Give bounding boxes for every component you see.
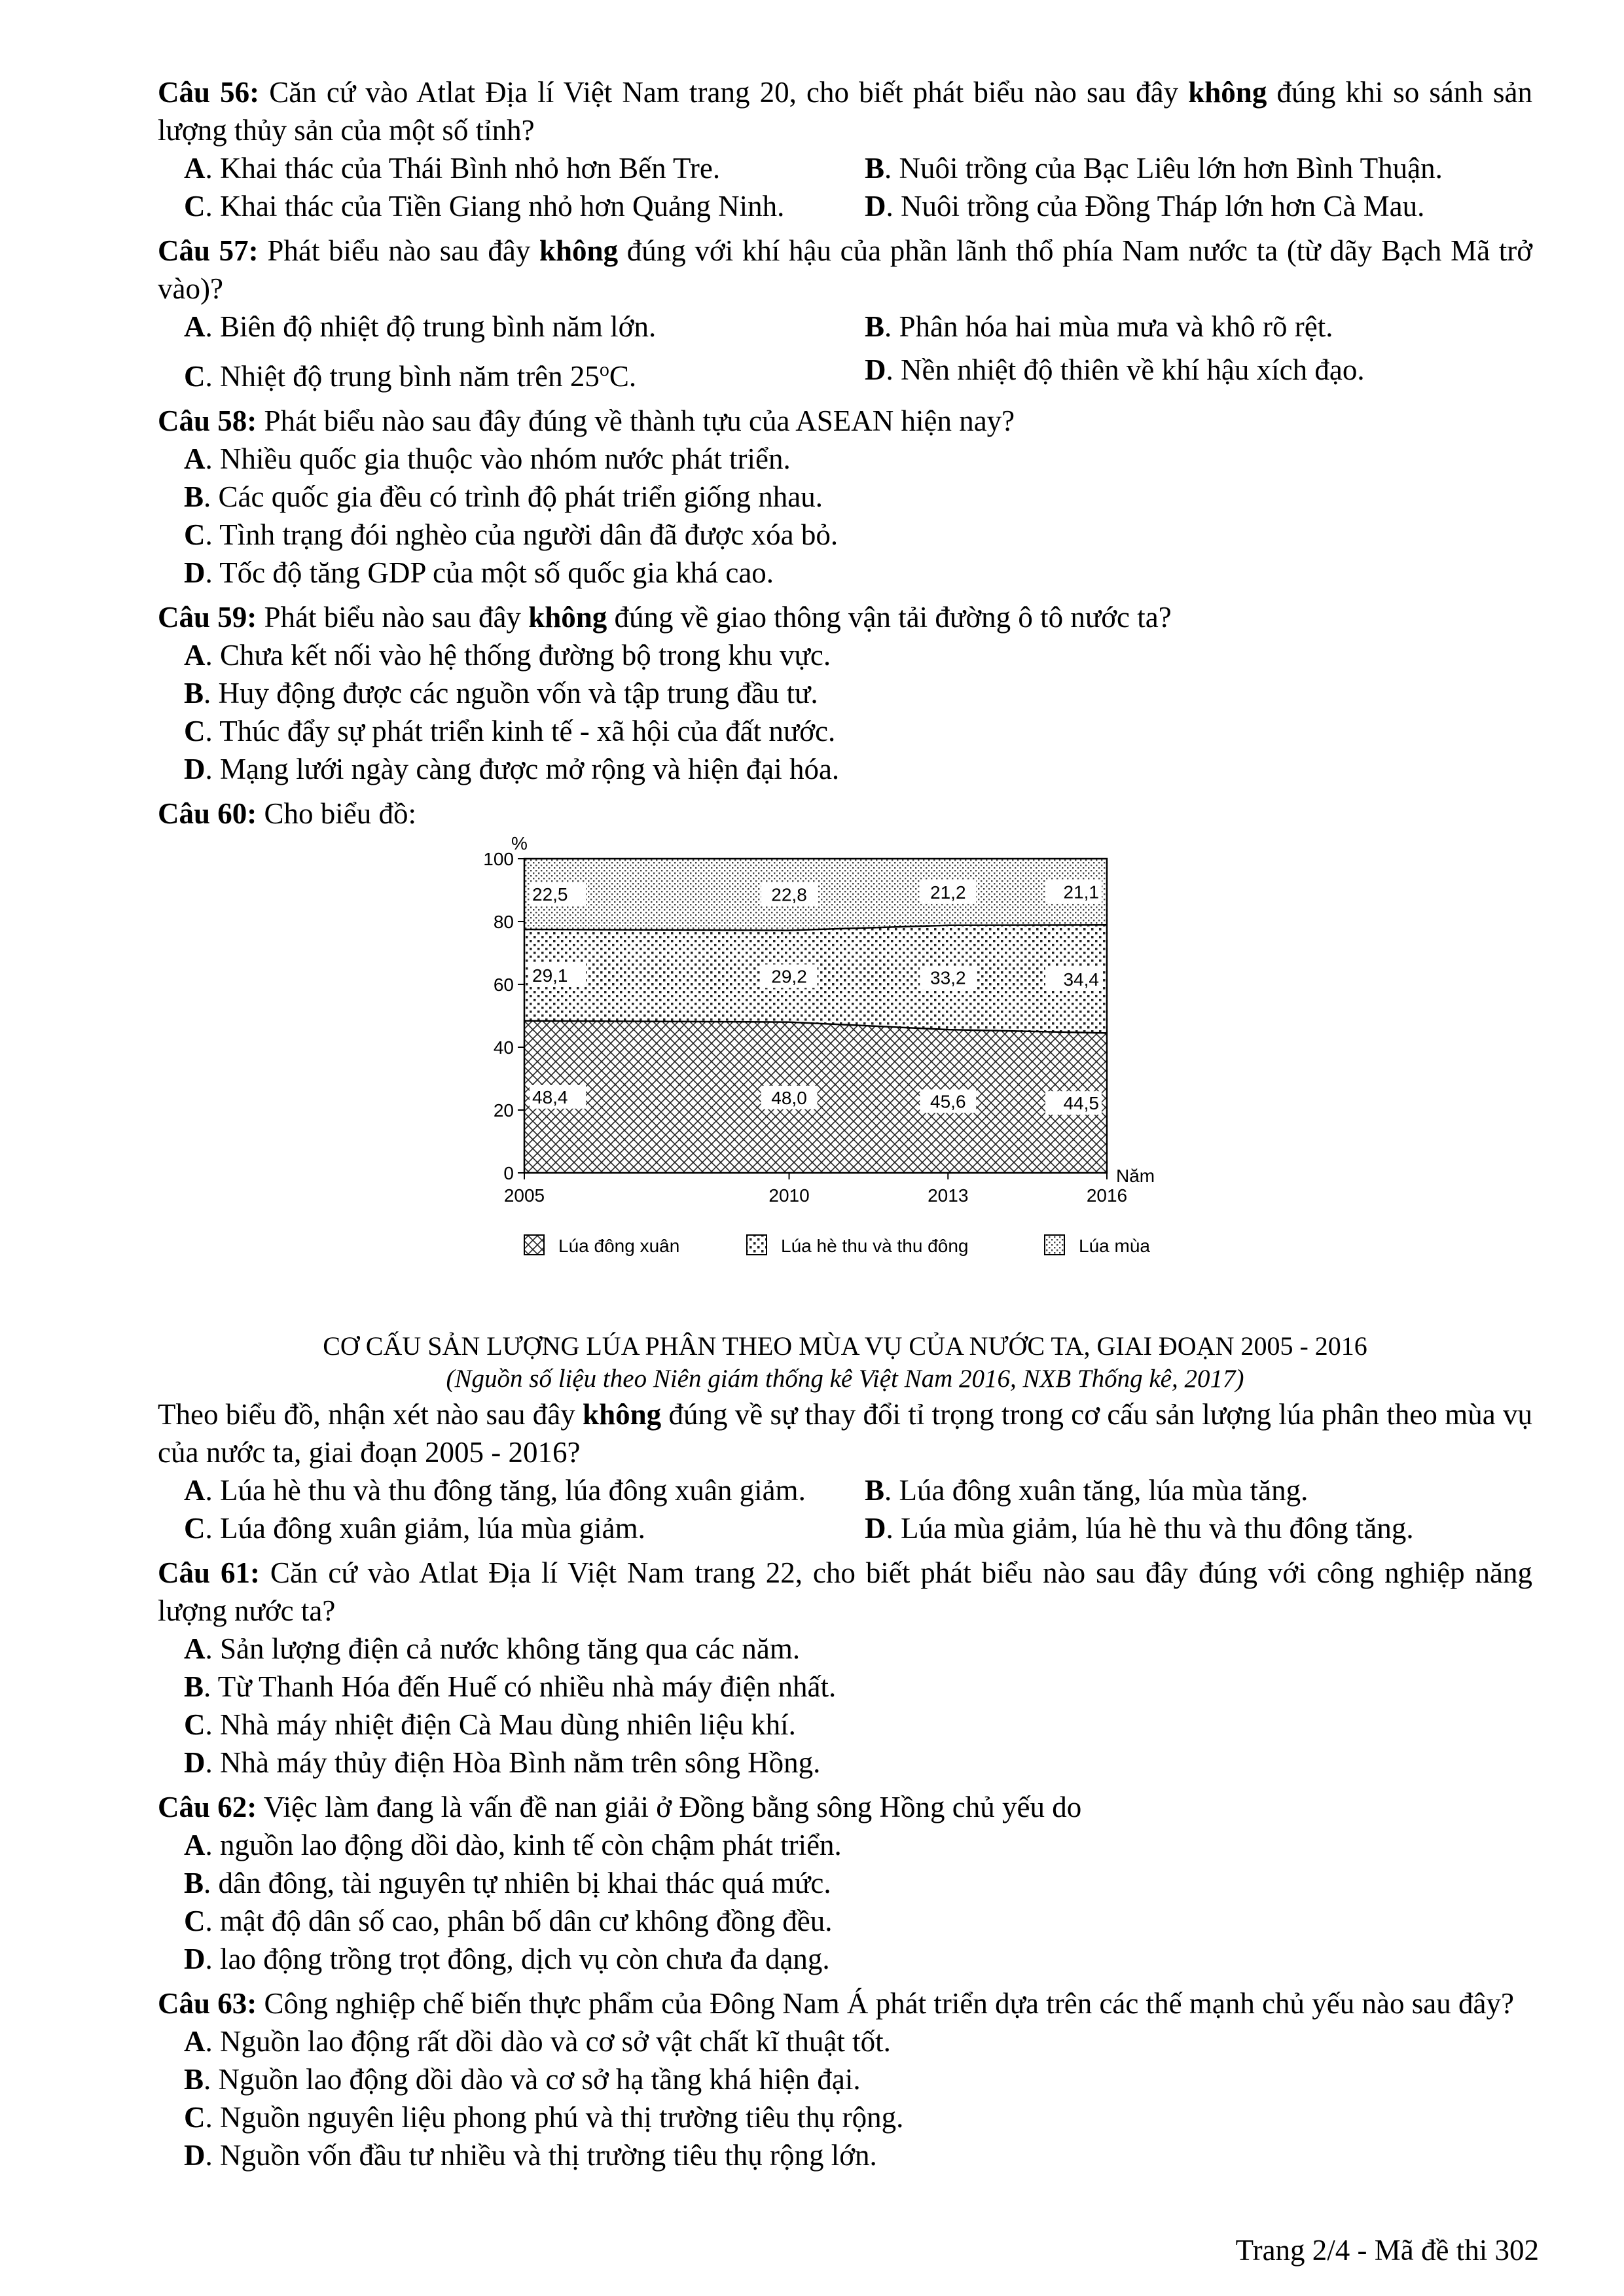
option-b[interactable]: B. Các quốc gia đều có trình độ phát triển giống nhau. [184,480,823,513]
option-b[interactable]: B. Nuôi trồng của Bạc Liêu lớn hơn Bình Thuận. [865,152,1443,185]
option-a[interactable]: A. Nguồn lao động rất dồi dào và cơ sở vật chất kĩ thuật tốt. [184,2025,891,2058]
question-61: Câu 61: Căn cứ vào Atlat Địa lí Việt Nam trang 22, cho biết phát biểu nào sau đây đúng với công nghiệp năng lượng nước ta? A. Sản lượng điện cả nước không tăng qua các năm. B. Từ Thanh Hóa đến Huế có nhiều nhà máy điện nhất. C. Nhà máy nhiệt điện Cà Mau dùng nhiên liệu khí. D. Nhà máy thủy điện Hòa Bình nằm trên sông Hồng. [158,1554,1532,1782]
y-tick-label: 80 [493,912,514,932]
question-60-prompt: Theo biểu đồ, nhận xét nào sau đây không đúng về sự thay đổi tỉ trọng trong cơ cấu sản lượng lúa phân theo mùa vụ của nước ta, giai đoạn 2005 - 2016? A. Lúa hè thu và thu đông tăng, lúa đông xuân giảm. B. Lúa đông xuân tăng, lúa mùa tăng. C. Lúa đông xuân giảm, lúa mùa giảm. D. Lúa mùa giảm, lúa hè thu và thu đông tăng. [158,1395,1532,1547]
option-a[interactable]: A. Chưa kết nối vào hệ thống đường bộ trong khu vực. [184,639,831,672]
data-label: 22,5 [532,884,568,905]
option-d[interactable]: D. Nuôi trồng của Đồng Tháp lớn hơn Cà Mau. [865,190,1425,223]
chart-container [158,833,1532,1330]
legend-label: Lúa hè thu và thu đông [781,1236,969,1256]
data-label: 44,5 [1063,1093,1099,1114]
option-c[interactable]: C. Khai thác của Tiền Giang nhỏ hơn Quảng Ninh. [184,190,785,223]
question-62: Câu 62: Việc làm đang là vấn đề nan giải ở Đồng bằng sông Hồng chủ yếu do A. nguồn lao động dồi dào, kinh tế còn chậm phát triển. B. dân đông, tài nguyên tự nhiên bị khai thác quá mức. C. mật độ dân số cao, phân bố dân cư không đồng đều. D. lao động trồng trọt đông, dịch vụ còn chưa đa dạng. [158,1788,1532,1978]
question-58: Câu 58: Phát biểu nào sau đây đúng về thành tựu của ASEAN hiện nay? A. Nhiều quốc gia thuộc vào nhóm nước phát triển. B. Các quốc gia đều có trình độ phát triển giống nhau. C. Tình trạng đói nghèo của người dân đã được xóa bỏ. D. Tốc độ tăng GDP của một số quốc gia khá cao. [158,402,1532,592]
y-tick-label: 40 [493,1037,514,1058]
option-d[interactable]: D. Nhà máy thủy điện Hòa Bình nằm trên sông Hồng. [184,1746,821,1779]
option-d[interactable]: D. Mạng lưới ngày càng được mở rộng và hiện đại hóa. [184,753,840,785]
option-b[interactable]: B. Nguồn lao động dồi dào và cơ sở hạ tầng khá hiện đại. [184,2063,861,2096]
question-59: Câu 59: Phát biểu nào sau đây không đúng về giao thông vận tải đường ô tô nước ta? A. Chưa kết nối vào hệ thống đường bộ trong khu vực. B. Huy động được các nguồn vốn và tập trung đầu tư. C. Thúc đẩy sự phát triển kinh tế - xã hội của đất nước. D. Mạng lưới ngày càng được mở rộng và hiện đại hóa. [158,598,1532,788]
y-tick-label: 60 [493,975,514,995]
y-axis-label: % [511,833,528,853]
chart-source: (Nguồn số liệu theo Niên giám thống kê Việt Nam 2016, NXB Thống kê, 2017) [446,1365,1244,1393]
option-c[interactable]: C. Tình trạng đói nghèo của người dân đã được xóa bỏ. [184,518,839,551]
question-63: Câu 63: Công nghiệp chế biến thực phẩm của Đông Nam Á phát triển dựa trên các thế mạnh chủ yếu nào sau đây? A. Nguồn lao động rất dồi dào và cơ sở vật chất kĩ thuật tốt. B. Nguồn lao động dồi dào và cơ sở hạ tầng khá hiện đại. C. Nguồn nguyên liệu phong phú và thị trường tiêu thụ rộng. D. Nguồn vốn đầu tư nhiều và thị trường tiêu thụ rộng lớn. [158,1984,1532,2174]
data-label: 34,4 [1063,969,1099,990]
data-label: 22,8 [771,884,807,905]
option-a[interactable]: A. Sản lượng điện cả nước không tăng qua các năm. [184,1632,801,1665]
option-c[interactable]: C. Thúc đẩy sự phát triển kinh tế - xã hội của đất nước. [184,715,836,747]
option-d[interactable]: D. Lúa mùa giảm, lúa hè thu và thu đông tăng. [865,1512,1414,1545]
option-c[interactable]: C. mật độ dân số cao, phân bố dân cư không đồng đều. [184,1905,833,1937]
y-tick-label: 100 [483,849,514,869]
data-label: 21,2 [930,882,966,903]
exam-page [158,73,1532,2174]
data-label: 29,1 [532,965,568,986]
y-tick-label: 0 [503,1163,514,1183]
question-56: Câu 56: Căn cứ vào Atlat Địa lí Việt Nam trang 20, cho biết phát biểu nào sau đây không đúng khi so sánh sản lượng thủy sản của một số tỉnh? A. Khai thác của Thái Bình nhỏ hơn Bến Tre. B. Nuôi trồng của Bạc Liêu lớn hơn Bình Thuận. C. Khai thác của Tiền Giang nhỏ hơn Quảng Ninh. D. Nuôi trồng của Đồng Tháp lớn hơn Cà Mau. [158,73,1532,225]
legend-label: Lúa mùa [1079,1236,1150,1256]
data-label: 21,1 [1063,882,1099,903]
data-label: 29,2 [771,966,807,987]
option-d[interactable]: D. lao động trồng trọt đông, dịch vụ còn chưa đa dạng. [184,1943,830,1975]
x-tick-label: 2013 [928,1185,969,1206]
option-d[interactable]: D. Nền nhiệt độ thiên về khí hậu xích đạo. [865,353,1365,386]
option-c[interactable]: C. Nhiệt độ trung bình năm trên 25$^o$C. [184,359,637,393]
x-axis-label: Năm [1116,1166,1155,1186]
x-tick-label: 2010 [768,1185,810,1206]
option-b[interactable]: B. Từ Thanh Hóa đến Huế có nhiều nhà máy điện nhất. [184,1670,837,1703]
legend-swatch [747,1235,767,1255]
option-b[interactable]: B. dân đông, tài nguyên tự nhiên bị khai thác quá mức. [184,1867,831,1899]
option-c[interactable]: C. Lúa đông xuân giảm, lúa mùa giảm. [184,1512,645,1545]
option-a[interactable]: A. nguồn lao động dồi dào, kinh tế còn chậm phát triển. [184,1829,842,1861]
legend-label: Lúa đông xuân [558,1236,680,1256]
option-a[interactable]: A. Nhiều quốc gia thuộc vào nhóm nước phát triển. [184,442,791,475]
option-a[interactable]: A. Khai thác của Thái Bình nhỏ hơn Bến Tre. [184,152,721,185]
option-b[interactable]: B. Phân hóa hai mùa mưa và khô rõ rệt. [865,310,1333,343]
y-tick-label: 20 [493,1100,514,1121]
question-60: Câu 60: Cho biểu đồ: [158,797,417,830]
option-a[interactable]: A. Lúa hè thu và thu đông tăng, lúa đông xuân giảm. [184,1474,806,1507]
option-b[interactable]: B. Lúa đông xuân tăng, lúa mùa tăng. [865,1474,1308,1507]
question-57: Câu 57: Phát biểu nào sau đây không đúng với khí hậu của phần lãnh thổ phía Nam nước ta (từ dãy Bạch Mã trở vào)? A. Biên độ nhiệt độ trung bình năm lớn. B. Phân hóa hai mùa mưa và khô rõ rệt. C. Nhiệt độ trung bình năm trên 25$^o$C. D. Nền nhiệt độ thiên về khí hậu xích đạo. [158,232,1532,395]
x-tick-label: 2016 [1086,1185,1128,1206]
option-d[interactable]: D. Tốc độ tăng GDP của một số quốc gia khá cao. [184,556,774,589]
option-d[interactable]: D. Nguồn vốn đầu tư nhiều và thị trường tiêu thụ rộng lớn. [184,2139,877,2172]
legend-swatch [1045,1235,1064,1255]
legend-swatch [524,1235,544,1255]
chart-title: CƠ CẤU SẢN LƯỢNG LÚA PHÂN THEO MÙA VỤ CỦA NƯỚC TA, GIAI ĐOẠN 2005 - 2016 [323,1331,1367,1361]
option-c[interactable]: C. Nguồn nguyên liệu phong phú và thị trường tiêu thụ rộng. [184,2101,904,2134]
option-c[interactable]: C. Nhà máy nhiệt điện Cà Mau dùng nhiên liệu khí. [184,1708,796,1741]
data-label: 33,2 [930,967,966,988]
page-footer: Trang 2/4 - Mã đề thi 302 [1235,2234,1539,2267]
data-label: 48,4 [532,1086,568,1107]
option-a[interactable]: A. Biên độ nhiệt độ trung bình năm lớn. [184,310,657,343]
x-tick-label: 2005 [503,1185,545,1206]
rice-structure-chart [446,833,1244,1291]
data-label: 45,6 [930,1091,966,1112]
data-label: 48,0 [771,1087,807,1108]
option-b[interactable]: B. Huy động được các nguồn vốn và tập trung đầu tư. [184,677,818,709]
